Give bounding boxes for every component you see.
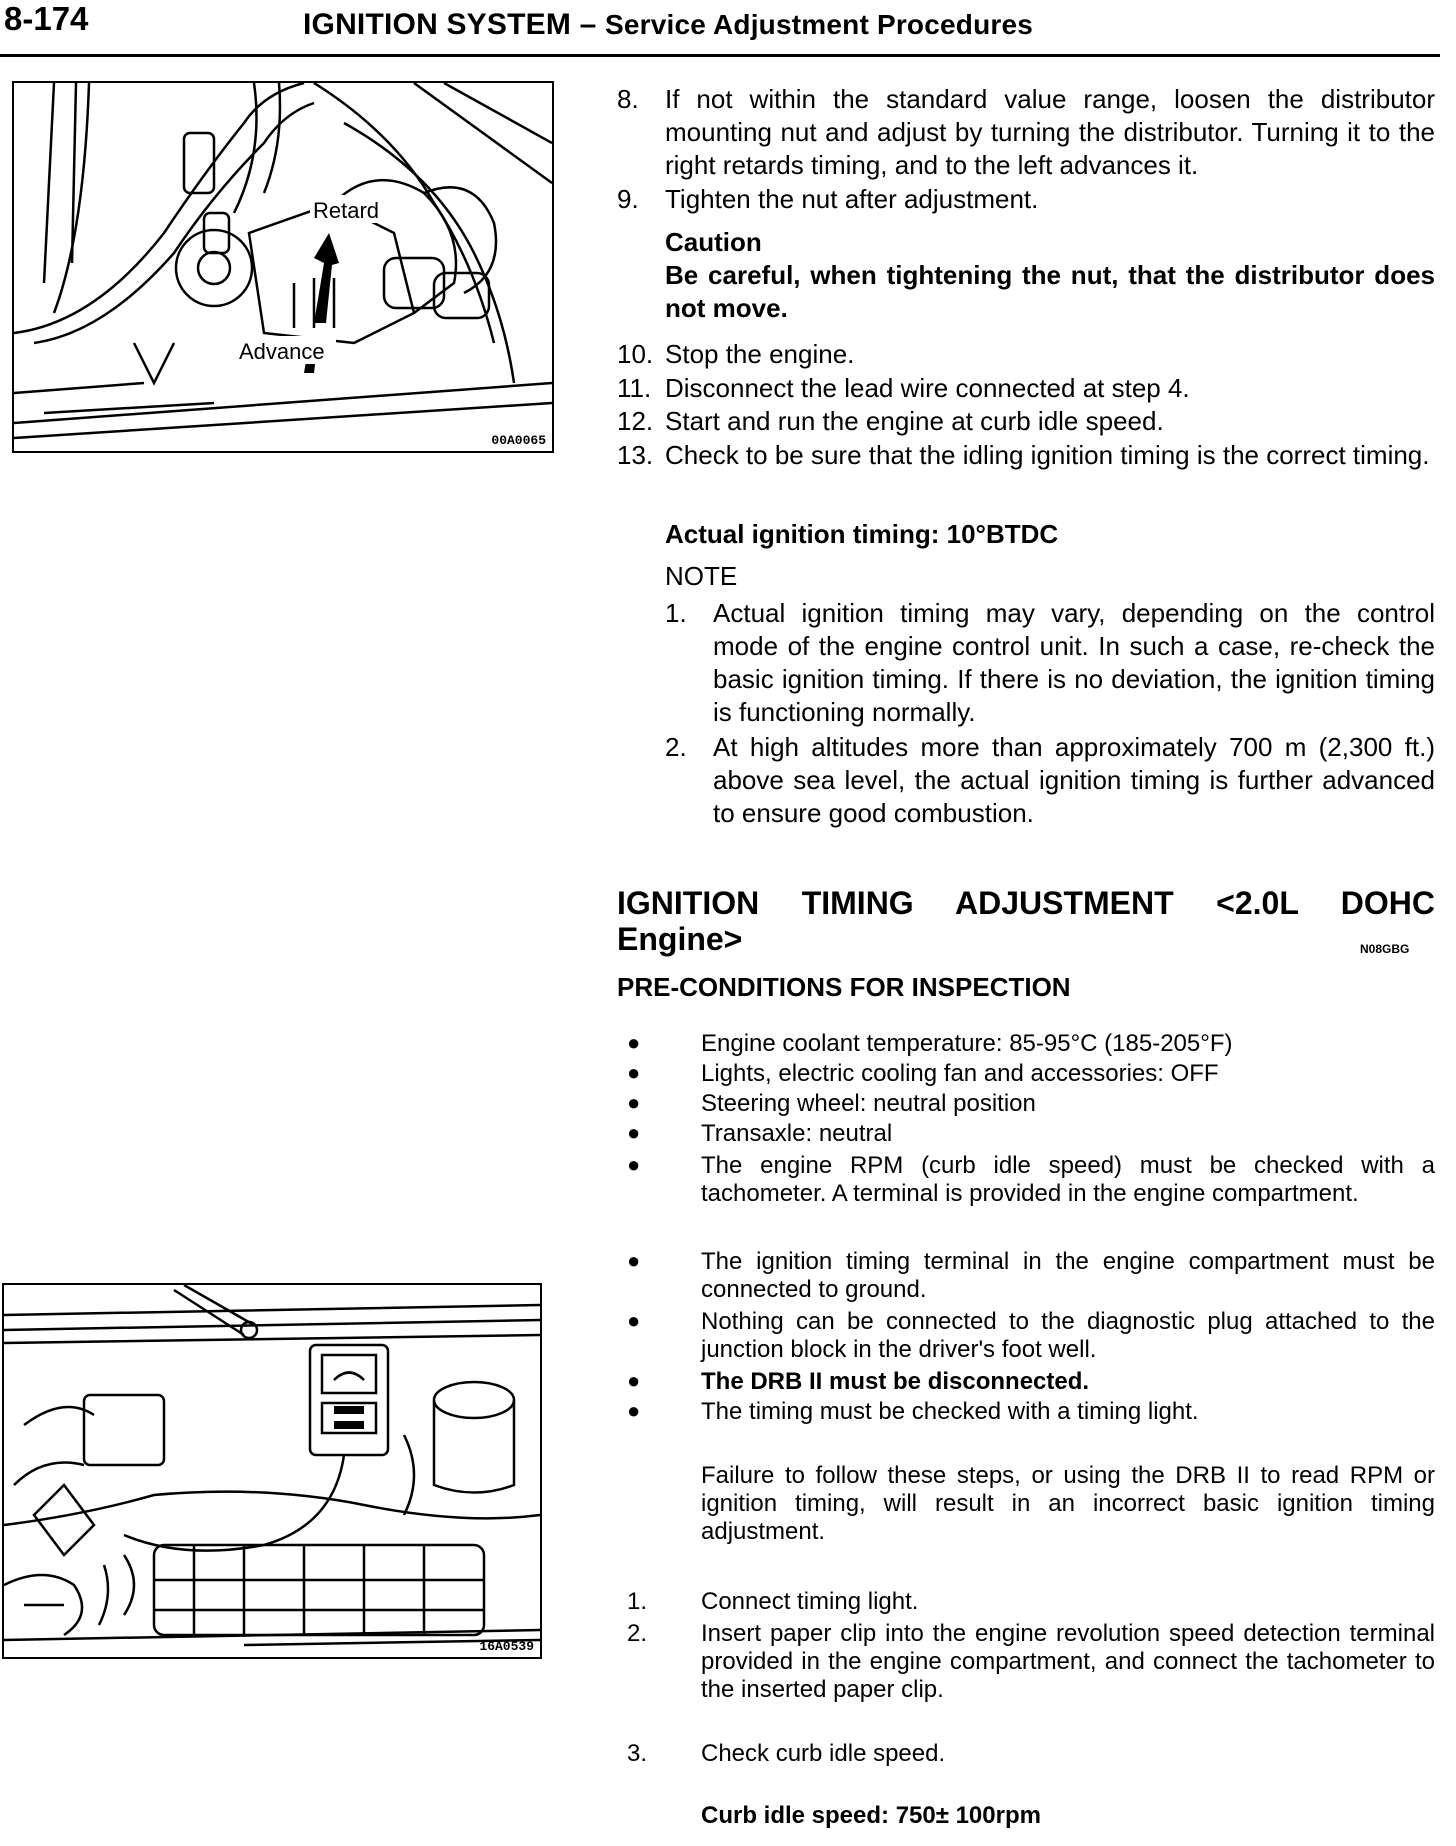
list-item <box>617 1030 1435 1058</box>
subhead-preconditions: PRE-CONDITIONS FOR INSPECTION <box>617 972 1071 1002</box>
header-rule <box>0 54 1440 57</box>
note-number: 2. <box>665 732 687 762</box>
step-b1 <box>617 1588 1435 1616</box>
step-8 <box>617 83 1435 182</box>
section-title: IGNITION SYSTEM <box>303 8 572 41</box>
list-item-text: The timing must be checked with a timing light. <box>701 1398 1199 1425</box>
section-heading-line2: Engine> <box>617 921 743 957</box>
bullet-icon: ● <box>627 1248 641 1273</box>
note-title: NOTE <box>665 561 738 591</box>
bullet-icon: ● <box>627 1060 641 1085</box>
actual-timing-spec <box>617 518 1435 551</box>
list-item-text: Lights, electric cooling fan and accessories: OFF <box>701 1060 1219 1087</box>
figure-code: 16A0539 <box>479 1639 534 1654</box>
figure-distributor <box>12 81 554 453</box>
step-text: Check to be sure that the idling ignition timing is the correct timing. <box>665 440 1430 470</box>
list-item <box>617 1308 1435 1364</box>
figure-code: 00A0065 <box>491 433 546 448</box>
list-item <box>617 1398 1435 1426</box>
list-item-text: The DRB II must be disconnected. <box>701 1368 1090 1395</box>
bullet-icon: ● <box>627 1398 641 1423</box>
list-item <box>617 1120 1435 1148</box>
step-10 <box>617 338 1435 371</box>
step-number: 13. <box>617 440 654 470</box>
list-item <box>617 1152 1435 1208</box>
page-title <box>303 8 1033 42</box>
bullet-icon: ● <box>627 1030 641 1055</box>
step-number: 3. <box>627 1740 648 1767</box>
advance-label: Advance <box>239 339 325 364</box>
step-b3 <box>617 1740 1435 1768</box>
step-13 <box>617 439 1435 472</box>
step-text: If not within the standard value range, loosen the distributor mounting nut and adjust by turning the distributor. Turning it to the right retards timing, and to the left advances it. <box>665 84 1435 180</box>
caution-title: Caution <box>665 227 762 257</box>
retard-label: Retard <box>313 198 380 223</box>
step-number: 9. <box>617 184 639 214</box>
actual-timing-text: Actual ignition timing: 10°BTDC <box>665 519 1059 549</box>
bullet-icon: ● <box>627 1120 641 1145</box>
step-text: Connect timing light. <box>701 1588 919 1615</box>
figure-engine-compartment <box>2 1283 542 1659</box>
step-11 <box>617 372 1435 405</box>
list-item <box>617 1090 1435 1118</box>
step-number: 12. <box>617 406 654 436</box>
note-text: Actual ignition timing may vary, depending on the control mode of the engine control unit. In such a case, re-check the basic ignition timing. If there is no deviation, the ignition timing is functioning normally. <box>713 598 1435 727</box>
step-b2 <box>617 1620 1435 1704</box>
step-number: 8. <box>617 84 639 114</box>
section-heading <box>617 885 1435 957</box>
list-item-text: Transaxle: neutral <box>701 1120 893 1147</box>
engine-illustration <box>4 1285 540 1657</box>
list-item-text: The ignition timing terminal in the engine compartment must be connected to ground. <box>701 1248 1435 1303</box>
caution-text: Be careful, when tightening the nut, that the distributor does not move. <box>665 260 1435 323</box>
list-item <box>617 1060 1435 1088</box>
step-number: 11. <box>617 373 652 403</box>
distributor-illustration <box>14 83 552 451</box>
section-code: N08GBG <box>1360 942 1410 956</box>
note-item-1 <box>665 597 1435 729</box>
list-item-text: Steering wheel: neutral position <box>701 1090 1036 1117</box>
bullet-icon: ● <box>627 1152 641 1177</box>
page-number: 8-174 <box>4 0 89 37</box>
failure-note-text: Failure to follow these steps, or using the DRB II to read RPM or ignition timing, will result in an incorrect basic ignition timing adjustment. <box>701 1462 1435 1545</box>
note-block <box>617 560 1435 593</box>
list-item-text: The engine RPM (curb idle speed) must be checked with a tachometer. A terminal is provided in the engine compartment. <box>701 1152 1435 1207</box>
section-heading-line1: IGNITION TIMING ADJUSTMENT <2.0L DOHC <box>617 885 1435 921</box>
title-dash: – <box>571 8 605 41</box>
step-number: 1. <box>627 1588 648 1615</box>
step-text: Stop the engine. <box>665 339 855 369</box>
section-subtitle: Service Adjustment Procedures <box>605 9 1034 40</box>
curb-idle-text: Curb idle speed: 750± 100rpm <box>701 1802 1041 1829</box>
failure-note <box>617 1462 1435 1546</box>
bullet-icon: ● <box>627 1090 641 1115</box>
step-text: Disconnect the lead wire connected at step 4. <box>665 373 1190 403</box>
note-number: 1. <box>665 598 687 628</box>
bullet-icon: ● <box>627 1368 641 1393</box>
step-9 <box>617 183 1435 216</box>
note-text: At high altitudes more than approximately 700 m (2,300 ft.) above sea level, the actual ignition timing is further advanced to ensure good combustion. <box>713 732 1435 828</box>
step-text: Check curb idle speed. <box>701 1740 946 1767</box>
caution-block <box>617 226 1435 325</box>
list-item <box>617 1368 1435 1396</box>
step-text: Start and run the engine at curb idle speed. <box>665 406 1164 436</box>
note-item-2 <box>665 731 1435 830</box>
curb-idle-spec <box>617 1802 1435 1830</box>
step-12 <box>617 405 1435 438</box>
step-text: Insert paper clip into the engine revolution speed detection terminal provided in the engine compartment, and connect the tachometer to the inserted paper clip. <box>701 1620 1435 1703</box>
list-item-text: Engine coolant temperature: 85-95°C (185-205°F) <box>701 1030 1233 1057</box>
list-item-text: Nothing can be connected to the diagnostic plug attached to the junction block in the driver's foot well. <box>701 1308 1435 1363</box>
step-number: 2. <box>627 1620 648 1647</box>
step-number: 10. <box>617 339 654 369</box>
step-text: Tighten the nut after adjustment. <box>665 184 1039 214</box>
bullet-icon: ● <box>627 1308 641 1333</box>
list-item <box>617 1248 1435 1304</box>
